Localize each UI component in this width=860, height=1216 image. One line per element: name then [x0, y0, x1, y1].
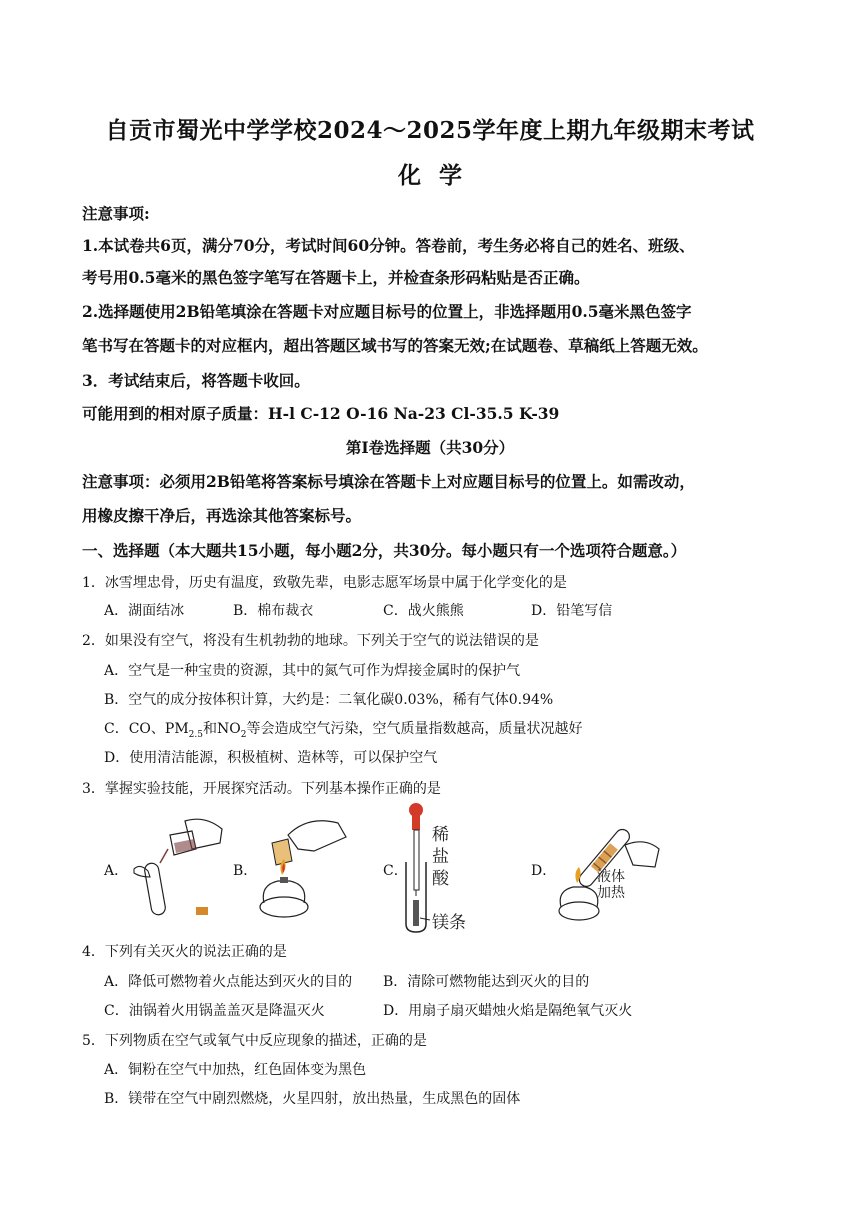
question-1-option-b: B．棉布裁衣: [233, 603, 314, 619]
heating-label: 加热: [597, 885, 625, 901]
question-2-option-a: A．空气是一种宝贵的资源，其中的氮气可作为焊接金属时的保护气: [104, 663, 521, 679]
question-1-stem: 1．冰雪埋忠骨，历史有温度，致敬先辈，电影志愿军场景中属于化学变化的是: [82, 575, 567, 591]
part-1-heading: 一、选择题（本大题共15小题，每小题2分，共30分。每小题只有一个选项符合题意。）: [82, 541, 687, 560]
question-3-option-b-label: B．: [233, 863, 258, 879]
notice-item-1-line-2: 考号用0.5毫米的黑色签字笔写在答题卡上，并检查条形码粘贴是否正确。: [82, 268, 590, 287]
question-3-stem: 3．掌握实验技能，开展探究活动。下列基本操作正确的是: [82, 781, 441, 797]
question-4-option-b: B．清除可燃物能达到灭火的目的: [383, 974, 590, 990]
notice-heading: 注意事项:: [82, 204, 150, 223]
question-2-option-b: B．空气的成分按体积计算，大约是：二氧化碳0.03%，稀有气体0.94%: [104, 692, 554, 708]
question-2-stem: 2．如果没有空气，将没有生机勃勃的地球。下列关于空气的说法错误的是: [82, 633, 539, 649]
notice-item-2-line-1: 2.选择题使用2B铅笔填涂在答题卡对应题目标号的位置上，非选择题用0.5毫米黑色签字: [82, 302, 692, 321]
exam-subject: 化 学: [397, 162, 462, 189]
question-1-option-c: C．战火熊熊: [383, 603, 464, 619]
question-5-stem: 5．下列物质在空气或氧气中反应现象的描述，正确的是: [82, 1033, 427, 1049]
magnesium-label: 镁条: [432, 913, 466, 933]
question-4-option-a: A．降低可燃物着火点能达到灭火的目的: [104, 974, 353, 990]
question-2-option-c-sub-1: 2.5: [188, 729, 203, 740]
question-4-option-c: C．油锅着火用锅盖盖灭是降温灭火: [104, 1003, 325, 1019]
question-2-option-d: D．使用清洁能源，积极植树、造林等，可以保护空气: [104, 750, 438, 766]
section-1-title: 第Ⅰ卷选择题（共30分）: [345, 438, 515, 457]
question-3-option-c-label: C．: [383, 863, 408, 879]
question-3-option-d-label: D．: [531, 863, 557, 879]
dropper-test-tube-illustration: [400, 800, 490, 935]
question-1-option-d: D．铅笔写信: [531, 603, 613, 619]
liquid-label: 液体: [597, 869, 625, 885]
question-3-option-a-label: A．: [104, 863, 129, 879]
notice-item-3: 3．考试结束后，将答题卡收回。: [82, 371, 310, 390]
dilute-label-3: 酸: [432, 869, 449, 889]
question-2-option-c-mid: 和NO: [202, 721, 241, 737]
exam-title: 自贡市蜀光中学学校2024～2025学年度上期九年级期末考试: [105, 117, 755, 144]
question-1-option-a: A．湖面结冰: [104, 603, 185, 619]
dilute-label-2: 盐: [432, 847, 449, 867]
question-5-option-b: B．镁带在空气中剧烈燃烧，火星四射，放出热量，生成黑色的固体: [104, 1091, 521, 1107]
notice-item-2-line-2: 笔书写在答题卡的对应框内，超出答题区域书写的答案无效;在试题卷、草稿纸上答题无效。: [82, 336, 708, 355]
pouring-liquid-illustration: [130, 815, 230, 920]
question-2-option-c: [104, 718, 582, 740]
section-1-notice-line-1: 注意事项：必须用2B铅笔将答案标号填涂在答题卡上对应题目标号的位置上。如需改动，: [82, 472, 695, 491]
question-4-stem: 4．下列有关灭火的说法正确的是: [82, 944, 287, 960]
section-1-notice-line-2: 用橡皮擦干净后，再选涂其他答案标号。: [82, 506, 362, 525]
question-5-option-a: A．铜粉在空气中加热，红色固体变为黑色: [104, 1062, 367, 1078]
notice-item-1-line-1: 1.本试卷共6页，满分70分，考试时间60分钟。答卷前，考生务必将自己的姓名、班级、: [82, 236, 695, 255]
alcohol-lamp-cap-illustration: [258, 815, 358, 920]
question-2-option-c-pre: C．CO、PM: [104, 721, 189, 737]
heating-liquid-illustration: [555, 815, 665, 925]
question-2-option-c-post: 等会造成空气污染，空气质量指数越高，质量状况越好: [246, 721, 583, 737]
atomic-mass-line: 可能用到的相对原子质量：H-l C-12 O-16 Na-23 Cl-35.5 K-39: [82, 404, 560, 423]
question-4-option-d: D．用扇子扇灭蜡烛火焰是隔绝氧气灭火: [383, 1003, 633, 1019]
question-2-option-c-sub-2: 2: [240, 729, 247, 740]
dilute-label-1: 稀: [432, 825, 449, 845]
